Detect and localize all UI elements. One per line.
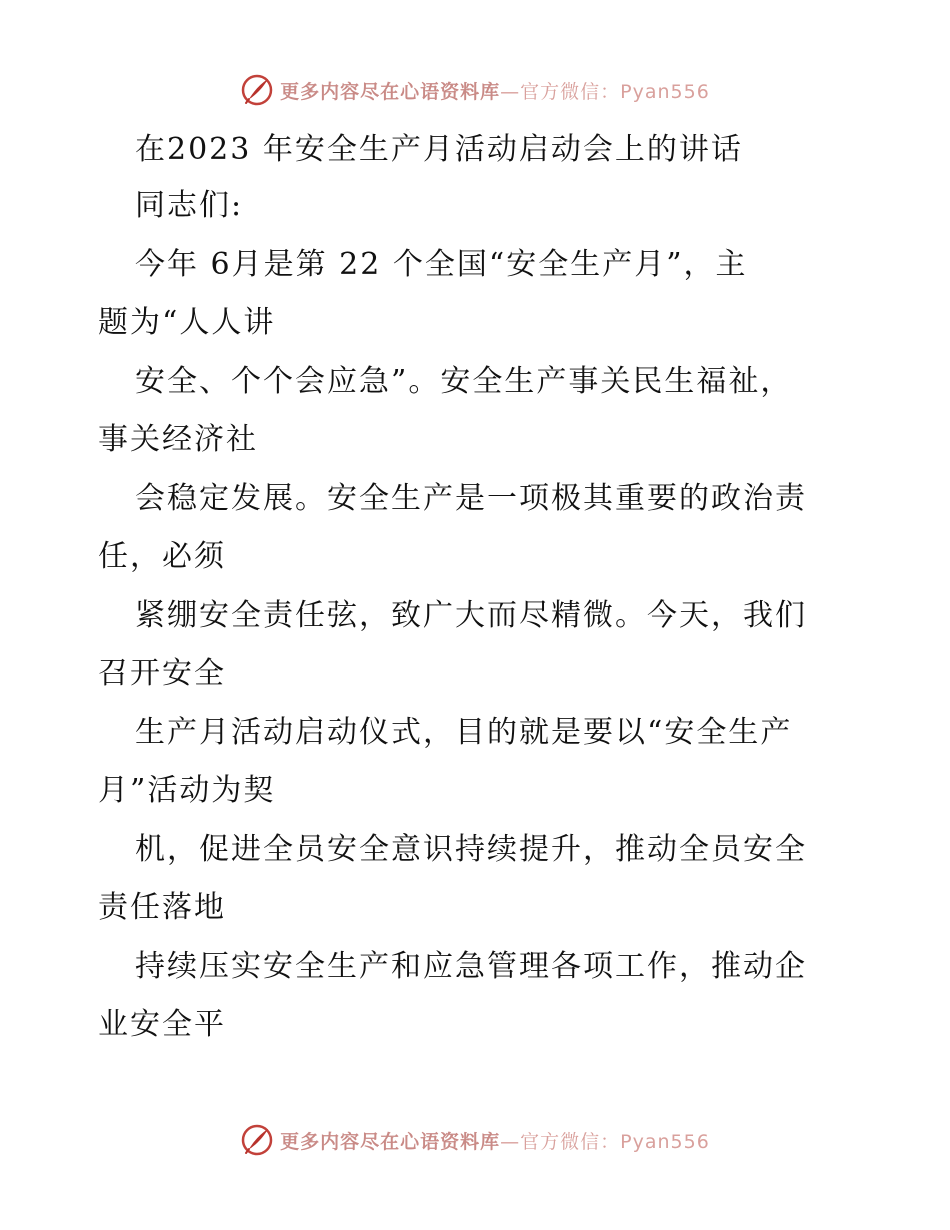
header-watermark-suffix: 官方微信：Pyan556	[520, 80, 710, 103]
header-watermark	[240, 73, 710, 107]
paragraph-line: 题为“人人讲	[98, 305, 276, 340]
quill-logo-icon	[240, 1123, 274, 1157]
paragraph-line: 月”活动为契	[98, 773, 276, 808]
paragraph-line: 安全、个个会应急”。安全生产事关民生福祉，	[135, 364, 793, 399]
paragraph-line: 持续压实安全生产和应急管理各项工作，推动企	[135, 949, 807, 984]
paragraph-line: 今年 6月是第 22 个全国“安全生产月”，主	[135, 247, 748, 282]
paragraph-line: 召开安全	[98, 656, 226, 691]
paragraph-line: 会稳定发展。安全生产是一项极其重要的政治责	[135, 481, 807, 516]
paragraph-line: 任，必须	[98, 539, 226, 574]
footer-watermark-banner	[0, 1120, 950, 1160]
salutation: 同志们:	[135, 188, 244, 223]
paragraph-line: 机，促进全员安全意识持续提升，推动全员安全	[135, 832, 807, 867]
footer-watermark-text	[280, 1127, 710, 1154]
header-watermark-main: 更多内容尽在心语资料库	[280, 80, 501, 103]
header-watermark-dash: —	[500, 80, 521, 103]
paragraph-line: 紧绷安全责任弦，致广大而尽精微。今天，我们	[135, 598, 807, 633]
header-watermark-text	[280, 77, 710, 104]
paragraph-line: 事关经济社	[98, 422, 258, 457]
header-watermark-banner	[0, 70, 950, 110]
document-title: 在2023 年安全生产月活动启动会上的讲话	[135, 132, 743, 167]
paragraph-line: 生产月活动启动仪式，目的就是要以“安全生产	[135, 715, 793, 750]
quill-logo-icon	[240, 73, 274, 107]
paragraph-line: 业安全平	[98, 1007, 226, 1042]
paragraph-line: 责任落地	[98, 890, 226, 925]
footer-watermark	[240, 1123, 710, 1157]
footer-watermark-dash: —	[500, 1130, 521, 1153]
footer-watermark-main: 更多内容尽在心语资料库	[280, 1130, 501, 1153]
footer-watermark-suffix: 官方微信：Pyan556	[520, 1130, 710, 1153]
